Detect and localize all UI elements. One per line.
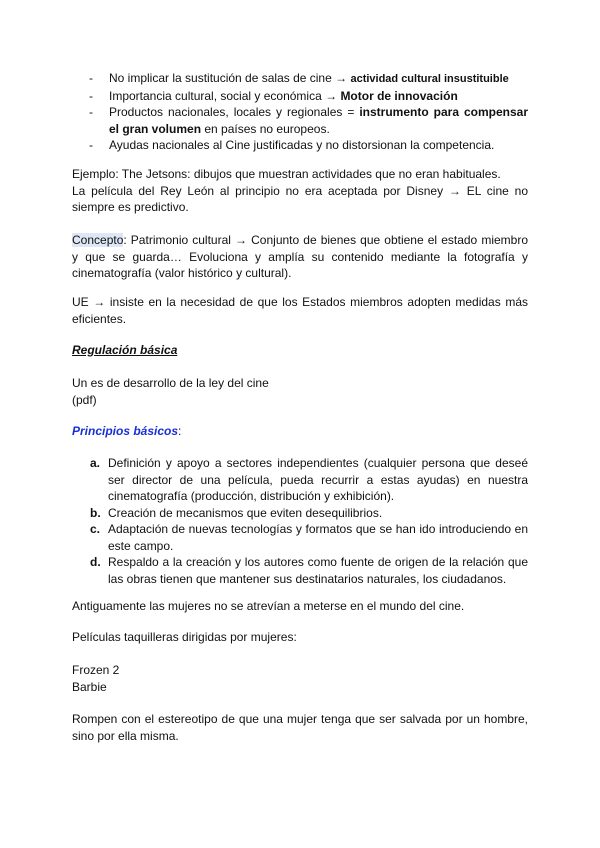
bullet-dash: - (89, 105, 93, 119)
pelicula-title: Frozen 2 (72, 663, 120, 677)
principios-colon: : (178, 424, 182, 438)
closing-text: Rompen con el estereotipo de que una mujer tenga que ser salvada por un hombre, sino por ella misma. (72, 712, 528, 743)
regulacion-line-2: (pdf) (72, 392, 97, 407)
mujeres-text: Antiguamente las mujeres no se atrevían a meterse en el mundo del cine. (72, 599, 465, 613)
principios-list (72, 455, 528, 587)
principios-item-text: Definición y apoyo a sectores independientes (cualquier persona que deseé ser director de una película, pueda recurrir a estas ayudas) en nuestra cinematografía (producción, distribución y exhibición). (108, 456, 528, 503)
principios-item-text: Adaptación de nuevas tecnologías y formatos que se han ido introduciendo en este campo. (108, 522, 528, 553)
intro-bullet-text: No implicar la sustitución de salas de cine → (109, 71, 351, 85)
regulacion-line-1: Un es de desarrollo de la ley del cine (72, 376, 269, 390)
concept-text: : Patrimonio cultural → Conjunto de bienes que obtiene el estado miembro y que se guarda… Evoluciona y amplía su contenido mediante la fotografía y cinematografía (valor histórico y cultural). (72, 233, 528, 280)
principios-item-label: a. (90, 456, 101, 470)
example-line-1: Ejemplo: The Jetsons: dibujos que muestran actividades que no eran habituales. (72, 167, 501, 181)
concept-label: Concepto (72, 233, 124, 247)
intro-bullet-item (72, 88, 528, 105)
intro-bullet-text: Ayudas nacionales al Cine justificadas y no distorsionan la competencia. (109, 138, 495, 152)
pelicula-title: Barbie (72, 679, 107, 694)
bullet-dash: - (89, 88, 93, 103)
principios-item-text: Creación de mecanismos que eviten desequilibrios. (108, 505, 383, 520)
intro-bullet-item (72, 137, 528, 154)
ue-text: UE → insiste en la necesidad de que los Estados miembros adopten medidas más eficientes. (72, 295, 528, 326)
principios-item-label: b. (90, 505, 101, 520)
principios-heading-row (72, 423, 528, 440)
bullet-dash: - (89, 71, 93, 85)
mujeres-paragraph (72, 598, 528, 615)
intro-bullet-item (72, 70, 528, 88)
example-line-2: La película del Rey León al principio no era aceptada por Disney → EL cine no siempre es predictivo. (72, 183, 528, 214)
intro-bullet-bold: Motor de innovación (340, 88, 458, 103)
peliculas-heading: Películas taquilleras dirigidas por mujeres: (72, 630, 297, 644)
regulacion-heading-row (72, 342, 528, 359)
peliculas-heading-row (72, 629, 528, 646)
ue-paragraph (72, 294, 528, 327)
principios-item (72, 505, 528, 522)
principios-item-label: d. (90, 555, 101, 569)
concept-paragraph (72, 232, 528, 282)
intro-bullet-bold: instrumento para compensar el gran volumen (109, 105, 529, 136)
principios-item (72, 521, 528, 554)
principios-item (72, 554, 528, 587)
principios-item-text: Respaldo a la creación y los autores como fuente de origen de la relación que las obras tienen que mantener sus destinatarios naturales, los ciudadanos. (108, 555, 528, 586)
intro-bullet-bold: actividad cultural insustituible (350, 73, 509, 85)
peliculas-list (72, 662, 528, 695)
bullet-dash: - (89, 138, 93, 152)
example-paragraph (72, 166, 528, 216)
principios-item (72, 455, 528, 505)
intro-bullet-text: Productos nacionales, locales y regionales = (109, 105, 360, 119)
principios-item-label: c. (90, 522, 101, 536)
regulacion-paragraph (72, 375, 528, 408)
intro-bullet-item (72, 104, 528, 137)
intro-bullet-after: en países no europeos. (201, 121, 330, 136)
intro-bullet-text: Importancia cultural, social y económica → (109, 88, 341, 103)
principios-heading: Principios básicos (72, 424, 179, 438)
regulacion-heading: Regulación básica (72, 343, 178, 357)
intro-bullet-list (72, 70, 528, 154)
closing-paragraph (72, 711, 528, 744)
